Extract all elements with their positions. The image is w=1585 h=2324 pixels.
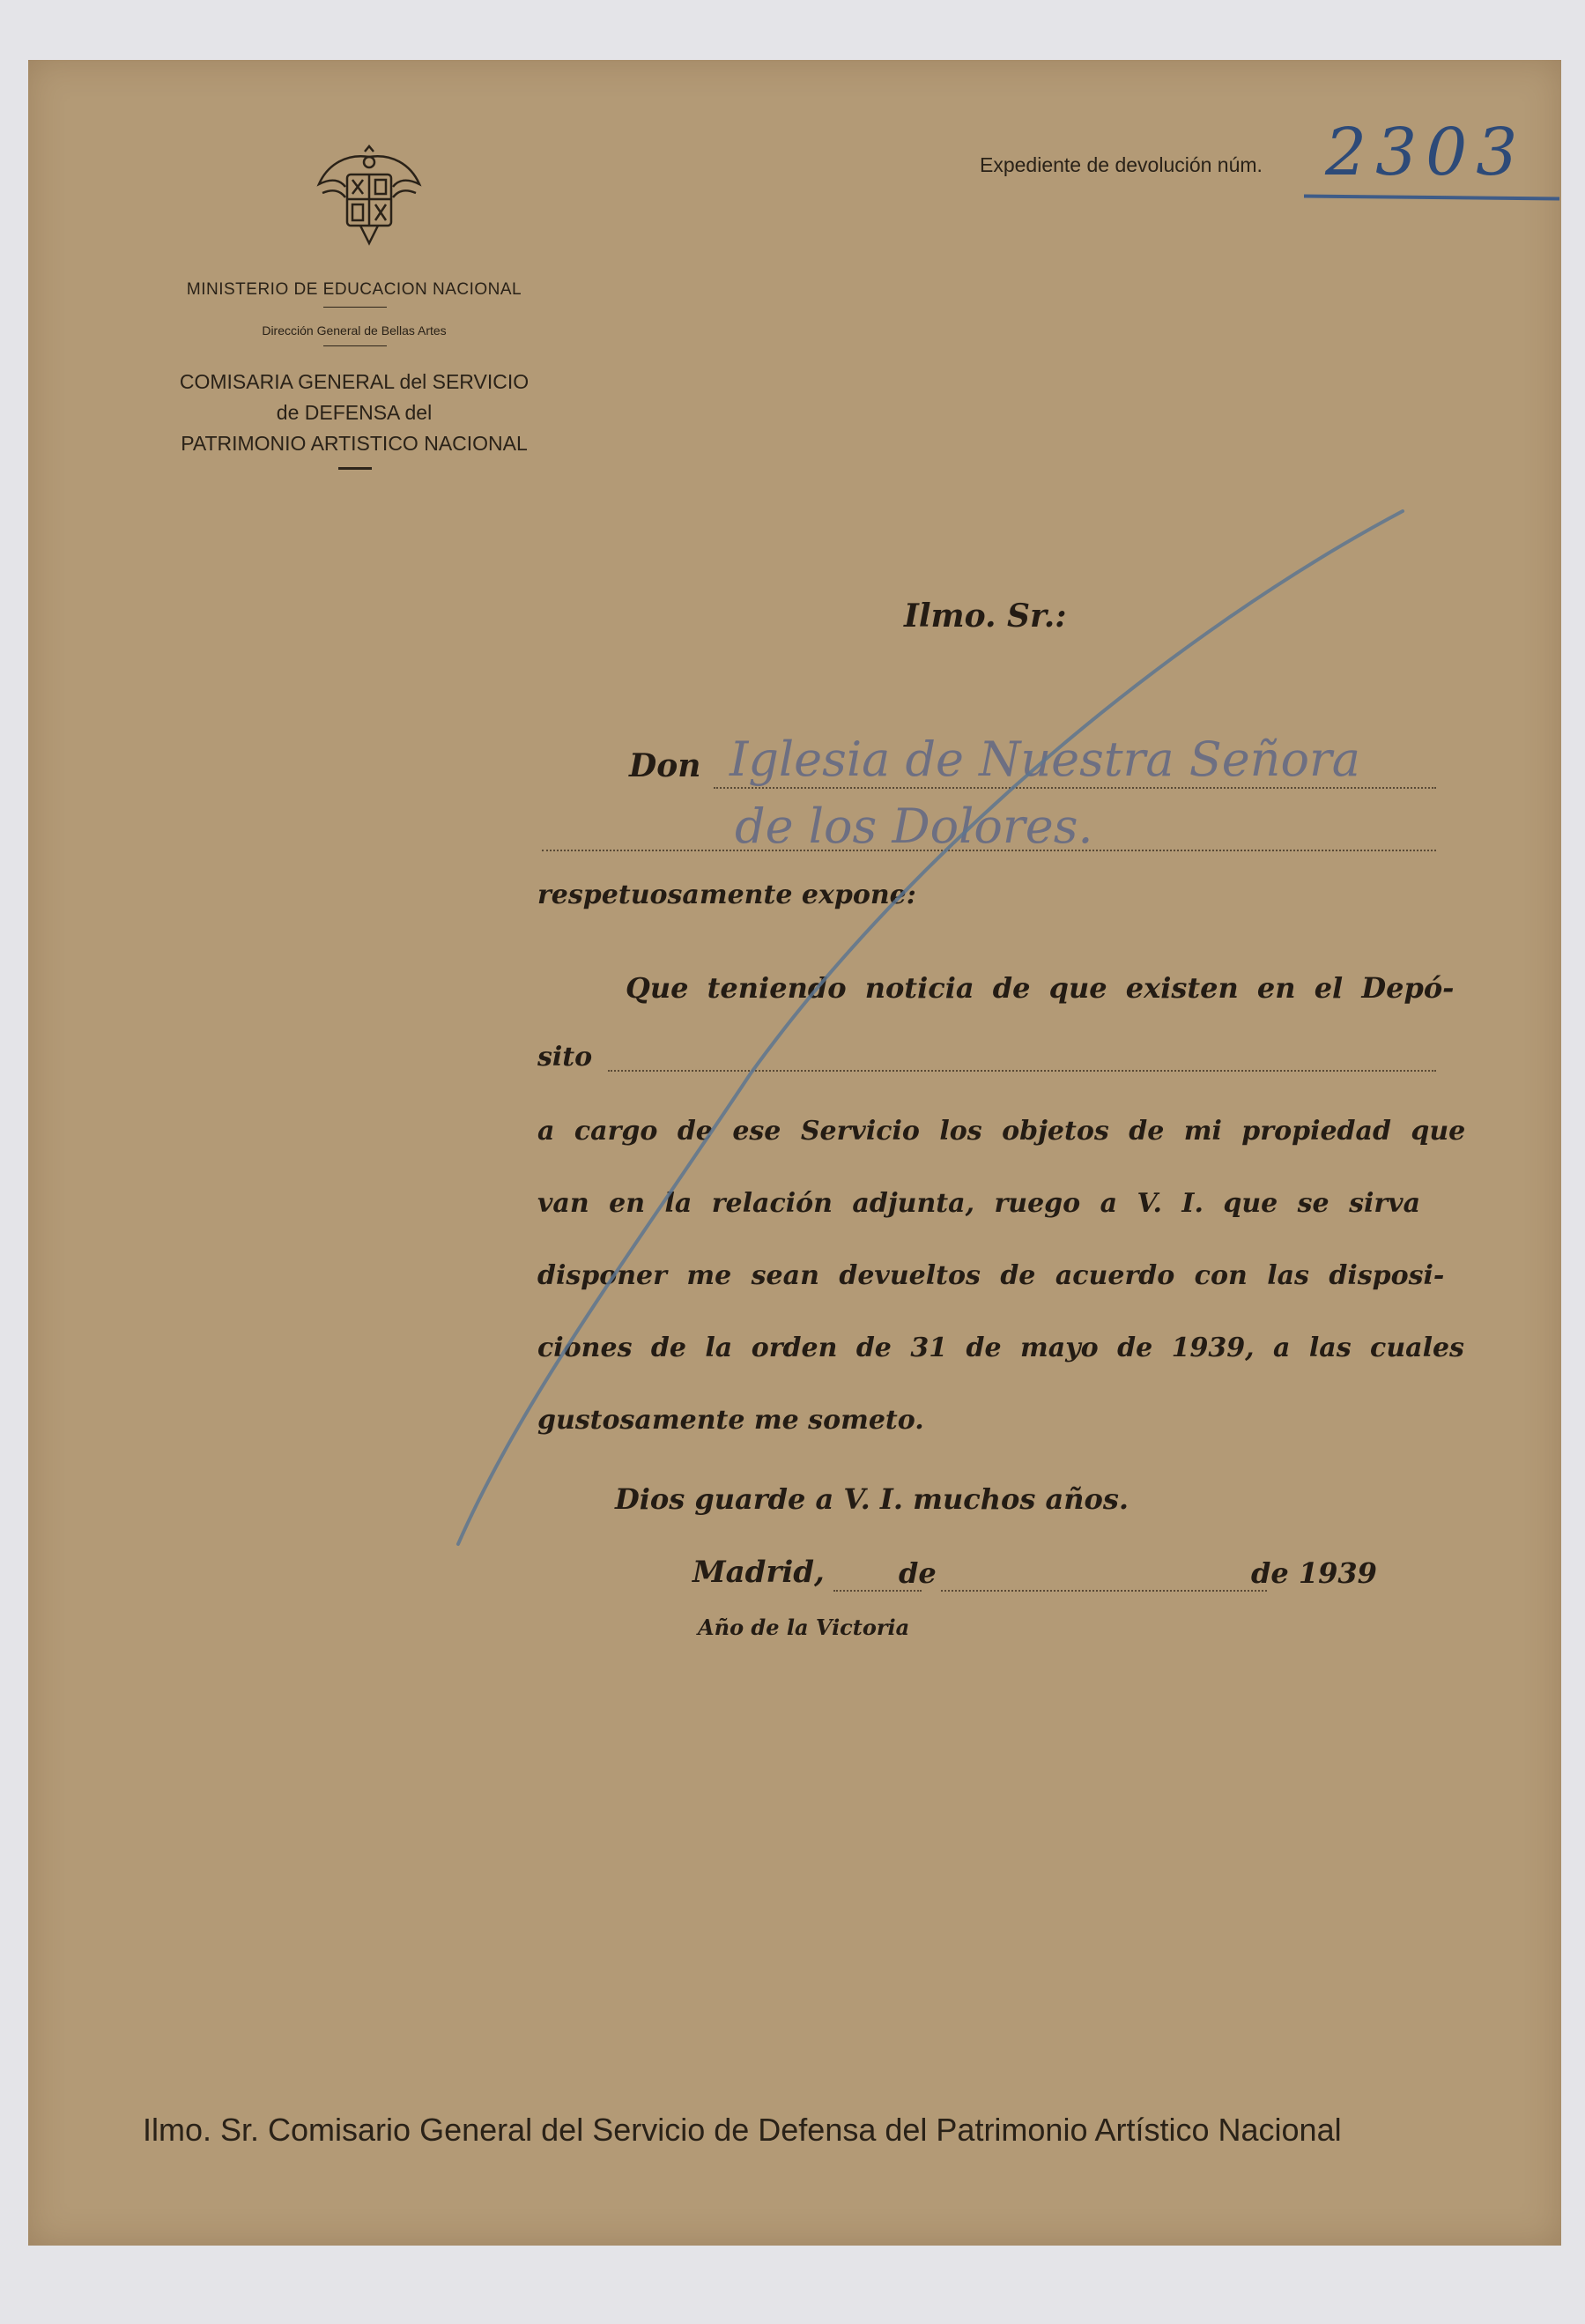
- paragraph-line: Que teniendo noticia de que existen en el Depó-: [626, 971, 1455, 1005]
- expone-line: respetuosamente expone:: [537, 880, 916, 910]
- applicant-name-line-2: de los Dolores.: [735, 798, 1093, 854]
- file-number: 2303: [1325, 115, 1527, 190]
- ministry-name: MINISTERIO DE EDUCACION NACIONAL: [186, 280, 522, 299]
- paragraph-line: van en la relación adjunta, ruego a V. I. que se sirva: [537, 1188, 1421, 1219]
- date-year: de 1939: [1251, 1556, 1377, 1590]
- place: Madrid,: [693, 1555, 825, 1590]
- paragraph-line: disponer me sean devueltos de acuerdo con las disposi-: [537, 1260, 1445, 1291]
- era-label: Año de la Victoria: [698, 1615, 910, 1640]
- closing: Dios guarde a V. I. muchos años.: [615, 1482, 1129, 1516]
- paragraph-line: a cargo de ese Servicio los objetos de mi propiedad que: [537, 1116, 1466, 1147]
- addressee-footer: Ilmo. Sr. Comisario General del Servicio de Defensa del Patrimonio Artístico Nacional: [143, 2112, 1342, 2148]
- commissariat-line-2: de DEFENSA del: [276, 401, 433, 424]
- paragraph-line: ciones de la orden de 31 de mayo de 1939, a las cuales: [537, 1333, 1464, 1363]
- applicant-name-line-1: Iglesia de Nuestra Señora: [730, 731, 1360, 787]
- don-label: Don: [629, 747, 701, 784]
- commissariat-line-3: PATRIMONIO ARTISTICO NACIONAL: [181, 432, 528, 455]
- commissariat-line-1: COMISARIA GENERAL del SERVICIO: [179, 370, 530, 393]
- file-number-label: Expediente de devolución núm.: [980, 153, 1263, 176]
- direction-name: Dirección General de Bellas Artes: [262, 323, 447, 338]
- pencil-cancel-stroke: [28, 60, 1561, 2246]
- paragraph-line: gustosamente me someto.: [537, 1405, 924, 1436]
- document-sheet: [28, 60, 1561, 2246]
- date-de: de: [899, 1556, 937, 1590]
- salutation: Ilmo. Sr.:: [904, 598, 1067, 635]
- paragraph-line: sito: [537, 1042, 593, 1073]
